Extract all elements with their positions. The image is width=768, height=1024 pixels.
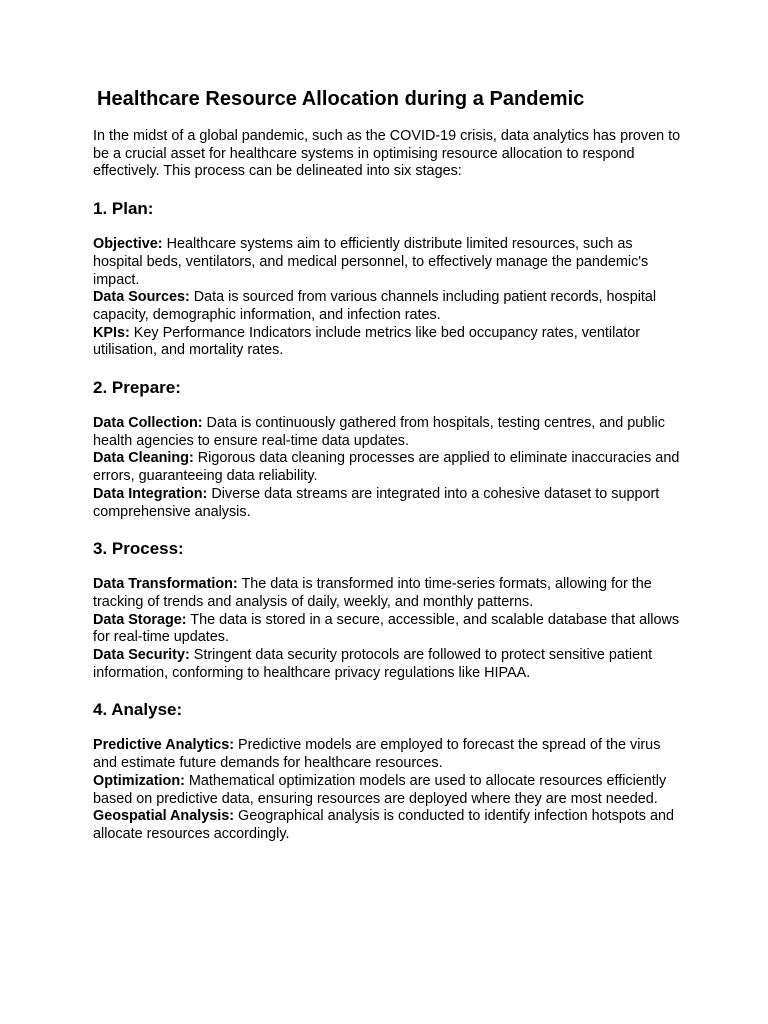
item-text: Diverse data streams are integrated into a cohesive dataset to support comprehensive analysis.: [93, 485, 660, 520]
item-text: Healthcare systems aim to efficiently distribute limited resources, such as hospital beds, ventilators, and medical personnel, to effectively manage the pandemic's impact.: [93, 236, 649, 288]
list-item: [93, 486, 683, 521]
item-text: The data is stored in a secure, accessible, and scalable database that allows for real-time updates.: [93, 611, 680, 646]
list-item: [93, 808, 683, 843]
item-text: Data is continuously gathered from hospitals, testing centres, and public health agencies to ensure real-time data updates.: [93, 415, 665, 449]
item-text: The data is transformed into time-series formats, allowing for the tracking of trends and analysis of daily, weekly, and monthly patterns.: [93, 576, 652, 610]
item-label: KPIs:: [93, 324, 130, 341]
item-label: Optimization:: [93, 772, 185, 789]
section-analyse: [93, 699, 683, 843]
item-text: Key Performance Indicators include metrics like bed occupancy rates, ventilator utilisation, and mortality rates.: [93, 324, 641, 359]
section-process: [93, 538, 683, 682]
item-label: Data Transformation:: [93, 576, 238, 593]
item-label: Data Integration:: [93, 485, 208, 502]
item-label: Data Sources:: [93, 289, 190, 306]
item-label: Predictive Analytics:: [93, 737, 235, 754]
list-item: [93, 612, 683, 647]
list-item: [93, 415, 683, 450]
section-heading: 1. Plan:: [93, 199, 154, 219]
list-item: [93, 773, 683, 808]
item-label: Data Cleaning:: [93, 450, 194, 467]
item-text: Predictive models are employed to forecast the spread of the virus and estimate future demands for healthcare resources.: [93, 737, 661, 772]
section-items: [93, 576, 683, 682]
item-text: Geographical analysis is conducted to identify infection hotspots and allocate resources accordingly.: [93, 808, 675, 842]
section-heading: 3. Process:: [93, 539, 184, 559]
item-text: Data is sourced from various channels including patient records, hospital capacity, demographic information, and infection rates.: [93, 289, 657, 323]
item-text: Stringent data security protocols are followed to protect sensitive patient information, conforming to healthcare privacy regulations like HIPAA.: [93, 647, 653, 681]
document-title: Healthcare Resource Allocation during a Pandemic: [97, 88, 585, 110]
item-label: Objective:: [93, 236, 163, 253]
item-label: Geospatial Analysis:: [93, 808, 235, 825]
document-page: [93, 86, 683, 844]
item-text: Rigorous data cleaning processes are applied to eliminate inaccuracies and errors, guaranteeing data reliability.: [93, 450, 680, 485]
item-text: Mathematical optimization models are used to allocate resources efficiently based on predictive data, ensuring resources are deployed where they are most needed.: [93, 772, 667, 807]
section-plan: [93, 198, 683, 360]
list-item: [93, 647, 683, 682]
list-item: [93, 450, 683, 485]
list-item: [93, 289, 683, 324]
section-heading: 2. Prepare:: [93, 378, 181, 398]
section-items: [93, 737, 683, 843]
item-label: Data Collection:: [93, 415, 203, 432]
item-label: Data Security:: [93, 647, 190, 664]
section-heading: 4. Analyse:: [93, 700, 183, 720]
list-item: [93, 236, 683, 289]
list-item: [93, 576, 683, 611]
section-items: [93, 236, 683, 360]
section-items: [93, 415, 683, 521]
list-item: [93, 737, 683, 772]
intro-paragraph: In the midst of a global pandemic, such as the COVID-19 crisis, data analytics has proven to be a crucial asset for healthcare systems in optimising resource allocation to respond effectively. This process can be delineated into six stages:: [93, 128, 681, 180]
section-prepare: [93, 377, 683, 521]
list-item: [93, 325, 683, 360]
item-label: Data Storage:: [93, 611, 187, 628]
